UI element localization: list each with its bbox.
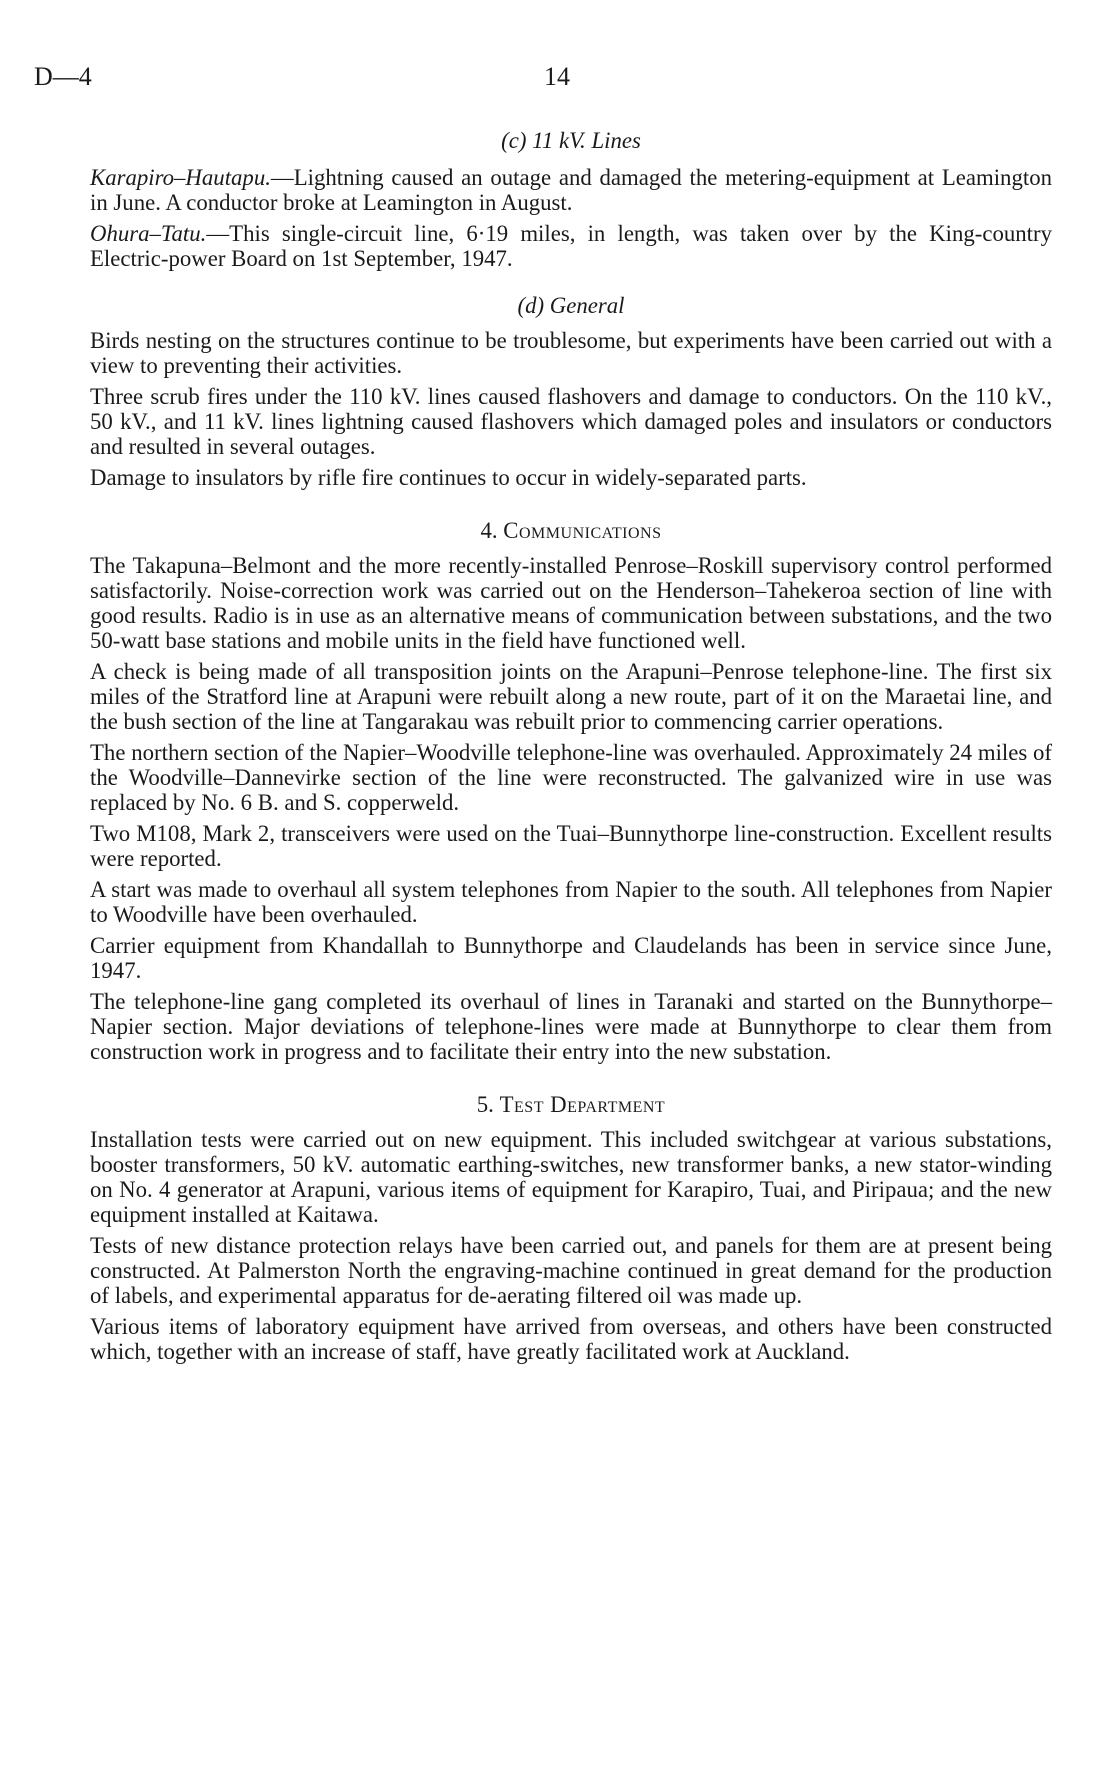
section-c-label: (c) [501,128,527,153]
paragraph [90,221,1052,271]
paragraph-text: —Lightning caused an outage and damaged the metering-equipment at Leamington in June. A conductor broke at Leamington in August. [90,165,1052,215]
paragraph-lead: Karapiro–Hautapu. [90,165,271,190]
document-body [90,128,1052,1370]
paragraph: Carrier equipment from Khandallah to Bunnythorpe and Claudelands has been in service since June, 1947. [90,933,1052,983]
paragraph: Various items of laboratory equipment have arrived from overseas, and others have been constructed which, together with an increase of staff, have greatly facilitated work at Auckland. [90,1314,1052,1364]
paragraph: Tests of new distance protection relays have been carried out, and panels for them are at present being constructed. At Palmerston North the engraving-machine continued in great demand for the production of labels, and experimental apparatus for de-aerating filtered oil was made up. [90,1233,1052,1308]
section-5-number: 5. [476,1092,494,1117]
section-4-heading [90,518,1052,543]
section-5-title: Test Department [499,1092,666,1117]
paragraph: A check is being made of all transposition joints on the Arapuni–Penrose telephone-line. The first six miles of the Stratford line at Arapuni were rebuilt along a new route, part of it on the Maraetai line, and the bush section of the line at Tangarakau was rebuilt prior to commencing carrier operations. [90,659,1052,734]
section-c-heading [90,128,1052,153]
paragraph: Birds nesting on the structures continue to be troublesome, but experiments have been carried out with a view to preventing their activities. [90,328,1052,378]
paragraph: Damage to insulators by rifle fire continues to occur in widely-separated parts. [90,465,807,490]
page-number: 14 [544,62,570,91]
paragraph: The northern section of the Napier–Woodville telephone-line was overhauled. Approximately 24 miles of the Woodville–Dannevirke section of the line were reconstructed. The galvanized wire in use was replaced by No. 6 B. and S. copperweld. [90,740,1052,815]
paragraph: The telephone-line gang completed its overhaul of lines in Taranaki and started on the Bunnythorpe–Napier section. Major deviations of telephone-lines were made at Bunnythorpe to clear them from construction work in progress and to facilitate their entry into the new substation. [90,989,1052,1064]
paragraph-lead: Ohura–Tatu. [90,221,207,246]
document-reference: D—4 [34,62,92,91]
section-d-heading [90,293,1052,318]
paragraph-text: —This single-circuit line, 6·19 miles, in length, was taken over by the King-country Electric-power Board on 1st September, 1947. [90,221,1052,271]
section-4-number: 4. [480,518,498,543]
page-header [34,62,1080,102]
paragraph [90,165,1052,215]
section-5-heading [90,1092,1052,1117]
paragraph: Installation tests were carried out on new equipment. This included switchgear at various substations, booster transformers, 50 kV. automatic earthing-switches, new transformer banks, a new stator-winding on No. 4 generator at Arapuni, various items of equipment for Karapiro, Tuai, and Piripaua; and the new equipment installed at Kaitawa. [90,1127,1052,1227]
paragraph: Three scrub fires under the 110 kV. lines caused flashovers and damage to conductors. On the 110 kV., 50 kV., and 11 kV. lines lightning caused flashovers which damaged poles and insulators or conductors and resulted in several outages. [90,384,1052,459]
section-d-title: General [549,293,625,318]
paragraph: A start was made to overhaul all system telephones from Napier to the south. All telephones from Napier to Woodville have been overhauled. [90,877,1052,927]
paragraph: The Takapuna–Belmont and the more recently-installed Penrose–Roskill supervisory control performed satisfactorily. Noise-correction work was carried out on the Henderson–Tahekeroa section of line with good results. Radio is in use as an alternative means of communication between substations, and the two 50-watt base stations and mobile units in the field have functioned well. [90,553,1052,653]
section-c-title: 11 kV. Lines [532,128,641,153]
paragraph: Two M108, Mark 2, transceivers were used on the Tuai–Bunnythorpe line-construction. Excellent results were reported. [90,821,1052,871]
section-d-label: (d) [517,293,545,318]
section-4-title: Communications [503,518,662,543]
